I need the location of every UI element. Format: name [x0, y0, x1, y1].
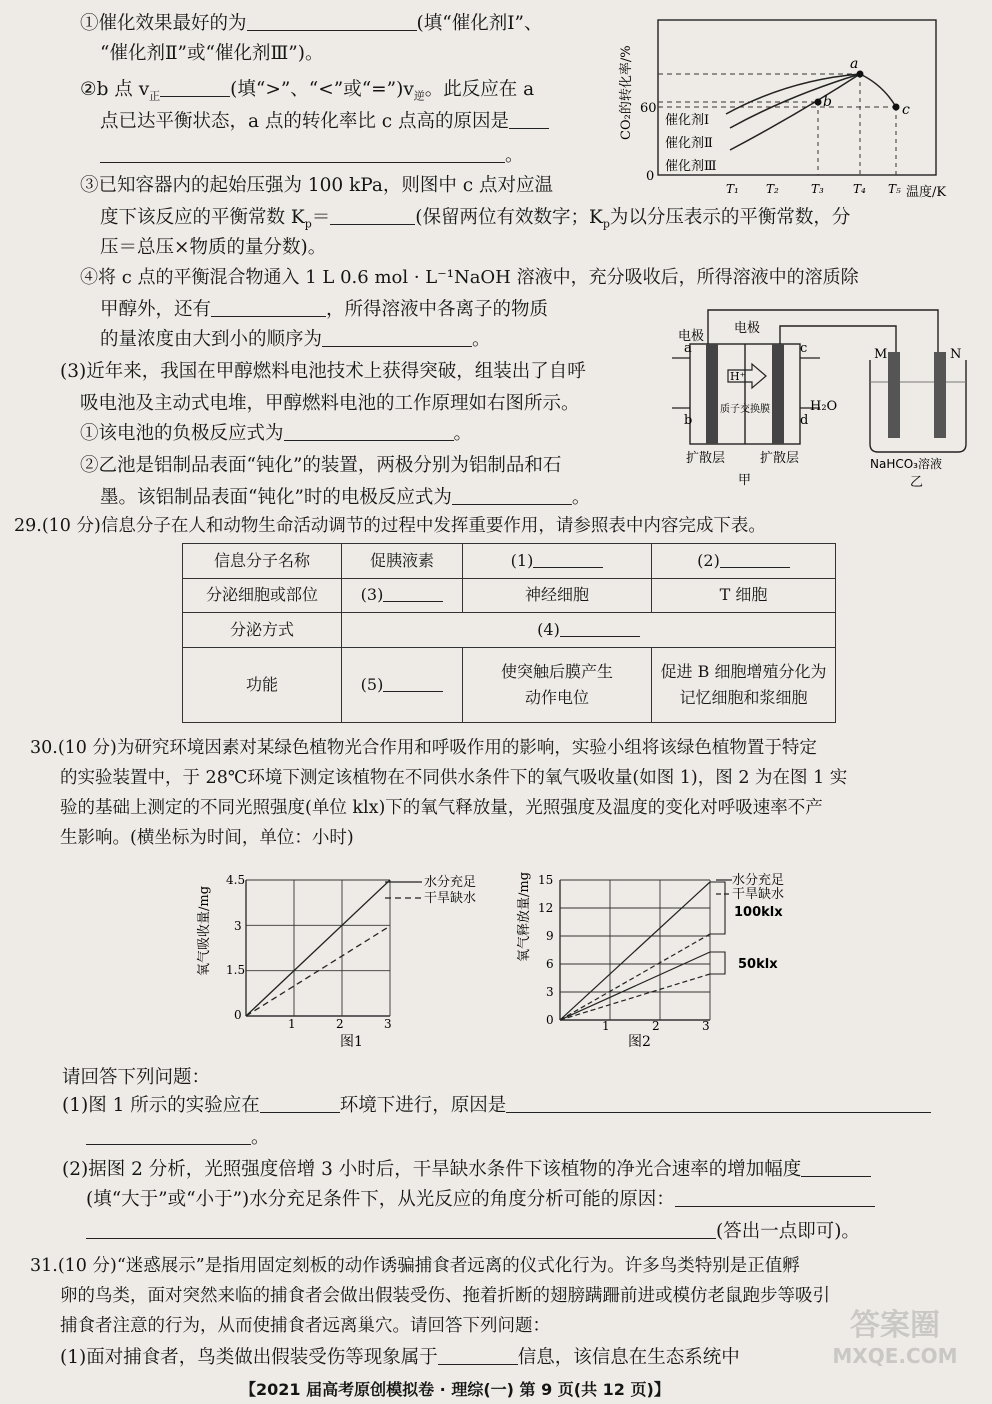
table-cell: (1) [463, 544, 652, 579]
answer-blank[interactable] [533, 551, 603, 568]
q28-s3-line1: (3)近年来，我国在甲醇燃料电池技术上获得突破，组装出了自呼 [60, 361, 586, 382]
fig2-series-100-water [560, 882, 710, 1020]
answer-blank[interactable] [506, 1094, 931, 1113]
table-cell: (3) [342, 578, 463, 613]
co2-conversion-graph [618, 10, 948, 205]
label-b: b [684, 413, 693, 428]
fig2-y-tick: 3 [546, 985, 554, 999]
fig2-y-tick: 0 [546, 1013, 554, 1027]
x-axis-label: 温度/K [906, 185, 947, 200]
table-cell: 促胰液素 [342, 544, 463, 579]
table-row [183, 613, 836, 648]
curve-catalyst-2 [730, 74, 860, 128]
fig2-bracket-50 [710, 952, 725, 974]
x-tick-t4: T₄ [853, 182, 866, 196]
diffusion-right-label: 扩散层 [760, 451, 800, 466]
label-n: N [950, 347, 962, 362]
answer-blank[interactable] [100, 144, 505, 163]
q28-p3-line1: ③已知容器内的起始压强为 100 kPa，则图中 c 点对应温 [80, 175, 554, 196]
q30-line2: 的实验装置中，于 28℃环境下测定该植物在不同供水条件下的氧气吸收量(如图 1)，图 2 为在图 1 实 [60, 768, 848, 788]
x-tick-t5: T₅ [888, 182, 901, 196]
q28-p2-line2: 点已达平衡状态，a 点的转化率比 c 点高的原因是 [100, 108, 549, 136]
legend-catalyst-2: 催化剂Ⅱ [665, 136, 713, 151]
q30-ask: 请回答下列问题： [62, 1067, 211, 1088]
page-footer: 【2021 届高考原创模拟卷 · 理综(一) 第 9 页(共 12 页)】 [240, 1380, 670, 1399]
q31-line1: 31.(10 分)“迷惑展示”是指用固定刻板的动作诱骗捕食者远离的仪式化行为。许多鸟类特别是正值孵 [30, 1256, 800, 1276]
figure-1-chart [190, 856, 510, 1056]
q28-p4-line2: 甲醇外，还有 ，所得溶液中各离子的物质 [100, 299, 549, 320]
fig2-series-50-drought [560, 974, 710, 1020]
table-row [183, 544, 836, 579]
electrode-right-label: 电极 [734, 321, 761, 336]
fig1-legend-solid: 水分充足 [424, 875, 477, 890]
q30-q2-line2: (填“大于”或“小于”)水分充足条件下，从光反应的角度分析可能的原因： [86, 1186, 875, 1214]
electrode-n [934, 352, 946, 438]
q28-p3-line3: 压＝总压×物质的量分数)。 [100, 237, 327, 258]
answer-blank[interactable] [675, 1188, 875, 1207]
q30-line1: 30.(10 分)为研究环境因素对某绿色植物光合作用和呼吸作用的影响，实验小组将该绿色植物置于特定 [30, 738, 817, 758]
q28-s3-q1: ①该电池的负极反应式为 。 [80, 423, 473, 444]
answer-blank[interactable] [801, 1158, 871, 1177]
graph-frame [658, 20, 936, 175]
water-label: H₂O [810, 399, 838, 414]
point-b-label: b [823, 94, 832, 110]
table-cell: T 细胞 [652, 578, 836, 613]
answer-blank[interactable] [247, 12, 417, 31]
q28-p4-line1: ④将 c 点的平衡混合物通入 1 L 0.6 mol · L⁻¹NaOH 溶液中，充分吸收后，所得溶液中的溶质除 [80, 267, 859, 288]
fig1-series-water-sufficient [246, 880, 390, 1016]
answer-blank[interactable] [509, 110, 549, 129]
table-cell: (4) [342, 613, 836, 648]
label-a: a [684, 341, 692, 356]
q30-q2-line1: (2)据图 2 分析，光照强度倍增 3 小时后，干旱缺水条件下该植物的净光合速率的增加幅度 [62, 1156, 871, 1184]
cell-yi-label: 乙 [910, 475, 924, 490]
label-m: M [874, 347, 888, 362]
fig1-legend-dash: 干旱缺水 [424, 891, 477, 906]
electrode-left-label: 电极 [678, 329, 705, 344]
q28-s3-line2: 吸电池及主动式电堆，甲醇燃料电池的工作原理如右图所示。 [80, 393, 580, 414]
fig1-x-tick: 1 [288, 1017, 296, 1031]
fig1-x-tick: 3 [384, 1017, 392, 1031]
q30-line3: 验的基础上测定的不同光照强度(单位 klx)下的氧气释放量，光照强度及温度的变化对呼吸速率不产 [60, 798, 823, 818]
watermark-logo [820, 1300, 970, 1390]
fig2-x-tick: 2 [652, 1019, 660, 1033]
fig2-series-50-water [560, 952, 710, 1020]
fig2-y-tick: 15 [538, 873, 554, 887]
legend-catalyst-3: 催化剂Ⅲ [665, 159, 717, 174]
point-c-marker [893, 104, 900, 111]
fig1-x-tick: 2 [336, 1017, 344, 1031]
fig1-y-axis-label: 氧气吸收量/mg [197, 885, 212, 976]
answer-blank[interactable] [86, 1220, 716, 1239]
q28-p3-line2: 度下该反应的平衡常数 $K_p=$ (保留两位有效数字；$K_p$为以分压表示的平衡常数，分 [100, 207, 851, 231]
table-cell: (2) [652, 544, 836, 579]
table-cell: 功能 [183, 647, 342, 722]
table-cell: (5) [342, 647, 463, 722]
answer-blank[interactable] [383, 675, 443, 692]
y-axis-label: CO₂的转化率/% [619, 45, 634, 140]
fig2-y-axis-label: 氧气释放量/mg [517, 871, 532, 962]
table-cell: 使突触后膜产生 动作电位 [463, 647, 652, 722]
electrode-m [888, 352, 900, 438]
y-tick-60: 60 [640, 101, 657, 116]
fig2-y-tick: 12 [538, 901, 554, 915]
answer-blank[interactable] [160, 78, 230, 97]
q28-p2-line3: 。 [100, 142, 524, 170]
fig1-y-tick: 3 [234, 919, 242, 933]
fuel-cell-diagram [648, 300, 978, 490]
fig2-series-100-drought [560, 934, 710, 1020]
y-tick-0: 0 [646, 169, 655, 184]
answer-blank[interactable] [330, 206, 415, 225]
table-row [183, 578, 836, 613]
x-tick-t1: T₁ [726, 182, 739, 196]
answer-blank[interactable] [284, 422, 454, 441]
legend-catalyst-1: 催化剂Ⅰ [665, 113, 710, 128]
membrane-label: 质子交换膜 [720, 404, 770, 415]
figure-2-chart [510, 846, 810, 1056]
fig1-y-tick: 4.5 [226, 873, 246, 887]
fig1-y-tick: 0 [234, 1008, 242, 1022]
watermark-text: 答案圈 [850, 1308, 940, 1343]
q28-p1-line2: “催化剂Ⅱ”或“催化剂Ⅲ”)。 [100, 43, 324, 64]
answer-blank[interactable] [260, 1094, 340, 1113]
curve-decline [860, 74, 896, 107]
beaker [870, 360, 966, 452]
fig2-legend-solid: 水分充足 [732, 873, 785, 888]
answer-blank[interactable] [383, 585, 443, 602]
table-cell: 分泌细胞或部位 [183, 578, 342, 613]
fig2-label-100klx: 100klx [734, 905, 783, 920]
q30-q1-line2: 。 [86, 1124, 270, 1152]
table-cell: 分泌方式 [183, 613, 342, 648]
fig2-y-tick: 6 [546, 957, 554, 971]
solution-label: NaHCO₃溶液 [870, 457, 942, 471]
q28-p4-line3: 的量浓度由大到小的顺序为 。 [100, 329, 491, 350]
fig2-legend-dash: 干旱缺水 [732, 887, 785, 902]
right-electrode [772, 344, 784, 444]
left-electrode [706, 344, 718, 444]
fig2-x-tick: 1 [602, 1019, 610, 1033]
q28-s3-q2-line1: ②乙池是铝制品表面“钝化”的装置，两极分别为铝制品和石 [80, 455, 562, 476]
point-b-marker [815, 99, 822, 106]
q29-table [182, 543, 836, 723]
answer-blank[interactable] [720, 551, 790, 568]
fig1-y-tick: 1.5 [226, 963, 246, 977]
fig2-caption: 图2 [628, 1034, 651, 1050]
table-cell: 促进 B 细胞增殖分化为 记忆细胞和浆细胞 [652, 647, 836, 722]
q30-q2-line3: (答出一点即可)。 [86, 1218, 860, 1246]
table-cell: 神经细胞 [463, 578, 652, 613]
fig2-bracket-100 [710, 882, 725, 934]
x-tick-t3: T₃ [811, 182, 824, 196]
answer-blank[interactable] [211, 298, 326, 317]
point-c-label: c [902, 102, 910, 118]
table-cell: 信息分子名称 [183, 544, 342, 579]
fig2-x-tick: 3 [702, 1019, 710, 1033]
proton-label: H⁺ [730, 370, 746, 383]
table-row [183, 647, 836, 722]
q30-q1-line1: (1)图 1 所示的实验应在 环境下进行，原因是 [62, 1092, 931, 1120]
fig1-caption: 图1 [340, 1034, 363, 1050]
answer-blank[interactable] [560, 620, 640, 637]
q28-p2-line1: ②b 点 $v_正$ (填“>”、“<”或“$=”)v_逆$。此反应在 a [80, 79, 535, 103]
answer-blank[interactable] [438, 1346, 518, 1365]
answer-blank[interactable] [452, 486, 572, 505]
point-a-label: a [850, 56, 859, 72]
diffusion-left-label: 扩散层 [686, 451, 726, 466]
q29-stem: 29.(10 分)信息分子在人和动物生命活动调节的过程中发挥重要作用，请参照表中内容完成下表。 [14, 516, 766, 536]
x-tick-t2: T₂ [766, 182, 779, 196]
q31-line3: 捕食者注意的行为，从而使捕食者远离巢穴。请回答下列问题： [60, 1316, 550, 1336]
label-c: c [800, 341, 808, 356]
answer-blank[interactable] [322, 328, 472, 347]
answer-blank[interactable] [86, 1126, 251, 1145]
fig2-label-50klx: 50klx [738, 957, 778, 972]
fig2-y-tick: 9 [546, 929, 554, 943]
q28-s3-q2-line2: 墨。该铝制品表面“钝化”时的电极反应式为 。 [100, 487, 591, 508]
q31-q1: (1)面对捕食者，鸟类做出假装受伤等现象属于 信息，该信息在生态系统中 [60, 1347, 740, 1368]
q30-line4: 生影响。(横坐标为时间，单位：小时) [60, 828, 354, 848]
label-d: d [800, 413, 809, 428]
watermark-url: MXQE.COM [832, 1344, 958, 1368]
q31-line2: 卵的鸟类，面对突然来临的捕食者会做出假装受伤、拖着折断的翅膀蹒跚前进或模仿老鼠跑步等吸引 [60, 1286, 830, 1306]
cell-jia-label: 甲 [738, 473, 752, 488]
q28-p1-line1: ①催化效果最好的为 (填“催化剂Ⅰ”、 [80, 13, 543, 34]
